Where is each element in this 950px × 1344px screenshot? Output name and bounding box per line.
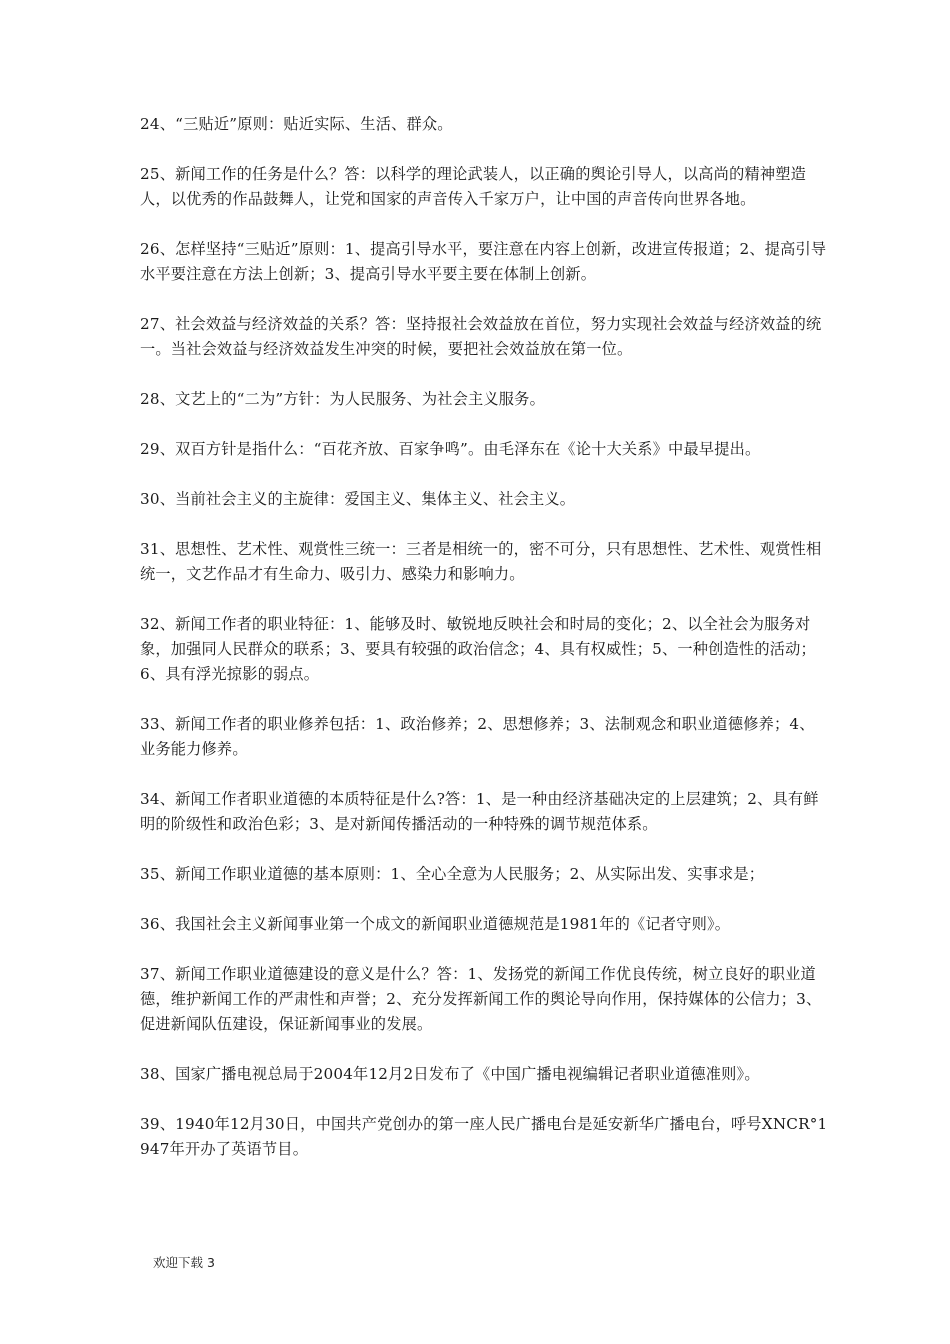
- paragraph-30: 30、当前社会主义的主旋律：爱国主义、集体主义、社会主义。: [140, 490, 576, 508]
- paragraph-33: 33、新闻工作者的职业修养包括：1、政治修养；2、思想修养；3、法制观念和职业道德修养；4、业务能力修养。: [140, 715, 815, 758]
- paragraph-32: 32、新闻工作者的职业特征：1、能够及时、敏锐地反映社会和时局的变化；2、以全社会为服务对象，加强同人民群众的联系；3、要具有较强的政治信念；4、具有权威性；5、一种创造性的活动；6、具有浮光掠影的弱点。: [140, 615, 816, 683]
- page-footer: 欢迎下载 3: [153, 1255, 215, 1270]
- paragraph-27: 27、社会效益与经济效益的关系？答：坚持报社会效益放在首位，努力实现社会效益与经济效益的统一。当社会效益与经济效益发生冲突的时候，要把社会效益放在第一位。: [140, 315, 822, 358]
- paragraph-24: 24、“三贴近”原则：贴近实际、生活、群众。: [140, 115, 453, 133]
- paragraph-25: 25、新闻工作的任务是什么？答：以科学的理论武装人，以正确的舆论引导人，以高尚的精神塑造人，以优秀的作品鼓舞人，让党和国家的声音传入千家万户，让中国的声音传向世界各地。: [140, 165, 807, 208]
- paragraph-37: 37、新闻工作职业道德建设的意义是什么？答：1、发扬党的新闻工作优良传统，树立良好的职业道德，维护新闻工作的严肃性和声誉；2、充分发挥新闻工作的舆论导向作用，保持媒体的公信力；3、促进新闻队伍建设，保证新闻事业的发展。: [140, 965, 822, 1033]
- paragraph-31: 31、思想性、艺术性、观赏性三统一：三者是相统一的，密不可分，只有思想性、艺术性、观赏性相统一，文艺作品才有生命力、吸引力、感染力和影响力。: [140, 540, 822, 583]
- paragraph-36: 36、我国社会主义新闻事业第一个成文的新闻职业道德规范是1981年的《记者守则》。: [140, 915, 731, 933]
- paragraph-39: 39、1940年12月30日，中国共产党创办的第一座人民广播电台是延安新华广播电台，呼号XNCR°1947年开办了英语节目。: [140, 1115, 828, 1158]
- paragraph-29: 29、双百方针是指什么：“百花齐放、百家争鸣”。由毛泽东在《论十大关系》中最早提出。: [140, 440, 761, 458]
- document-body: [140, 112, 830, 1187]
- paragraph-38: 38、国家广播电视总局于2004年12月2日发布了《中国广播电视编辑记者职业道德准则》。: [140, 1065, 760, 1083]
- paragraph-28: 28、文艺上的“二为”方针：为人民服务、为社会主义服务。: [140, 390, 545, 408]
- paragraph-34: 34、新闻工作者职业道德的本质特征是什么?答：1、是一种由经济基础决定的上层建筑；2、具有鲜明的阶级性和政治色彩；3、是对新闻传播活动的一种特殊的调节规范体系。: [140, 790, 819, 833]
- paragraph-26: 26、怎样坚持“三贴近”原则：1、提高引导水平，要注意在内容上创新，改进宣传报道；2、提高引导水平要注意在方法上创新；3、提高引导水平要主要在体制上创新。: [140, 240, 827, 283]
- paragraph-35: 35、新闻工作职业道德的基本原则：1、全心全意为人民服务；2、从实际出发、实事求是；: [140, 865, 765, 883]
